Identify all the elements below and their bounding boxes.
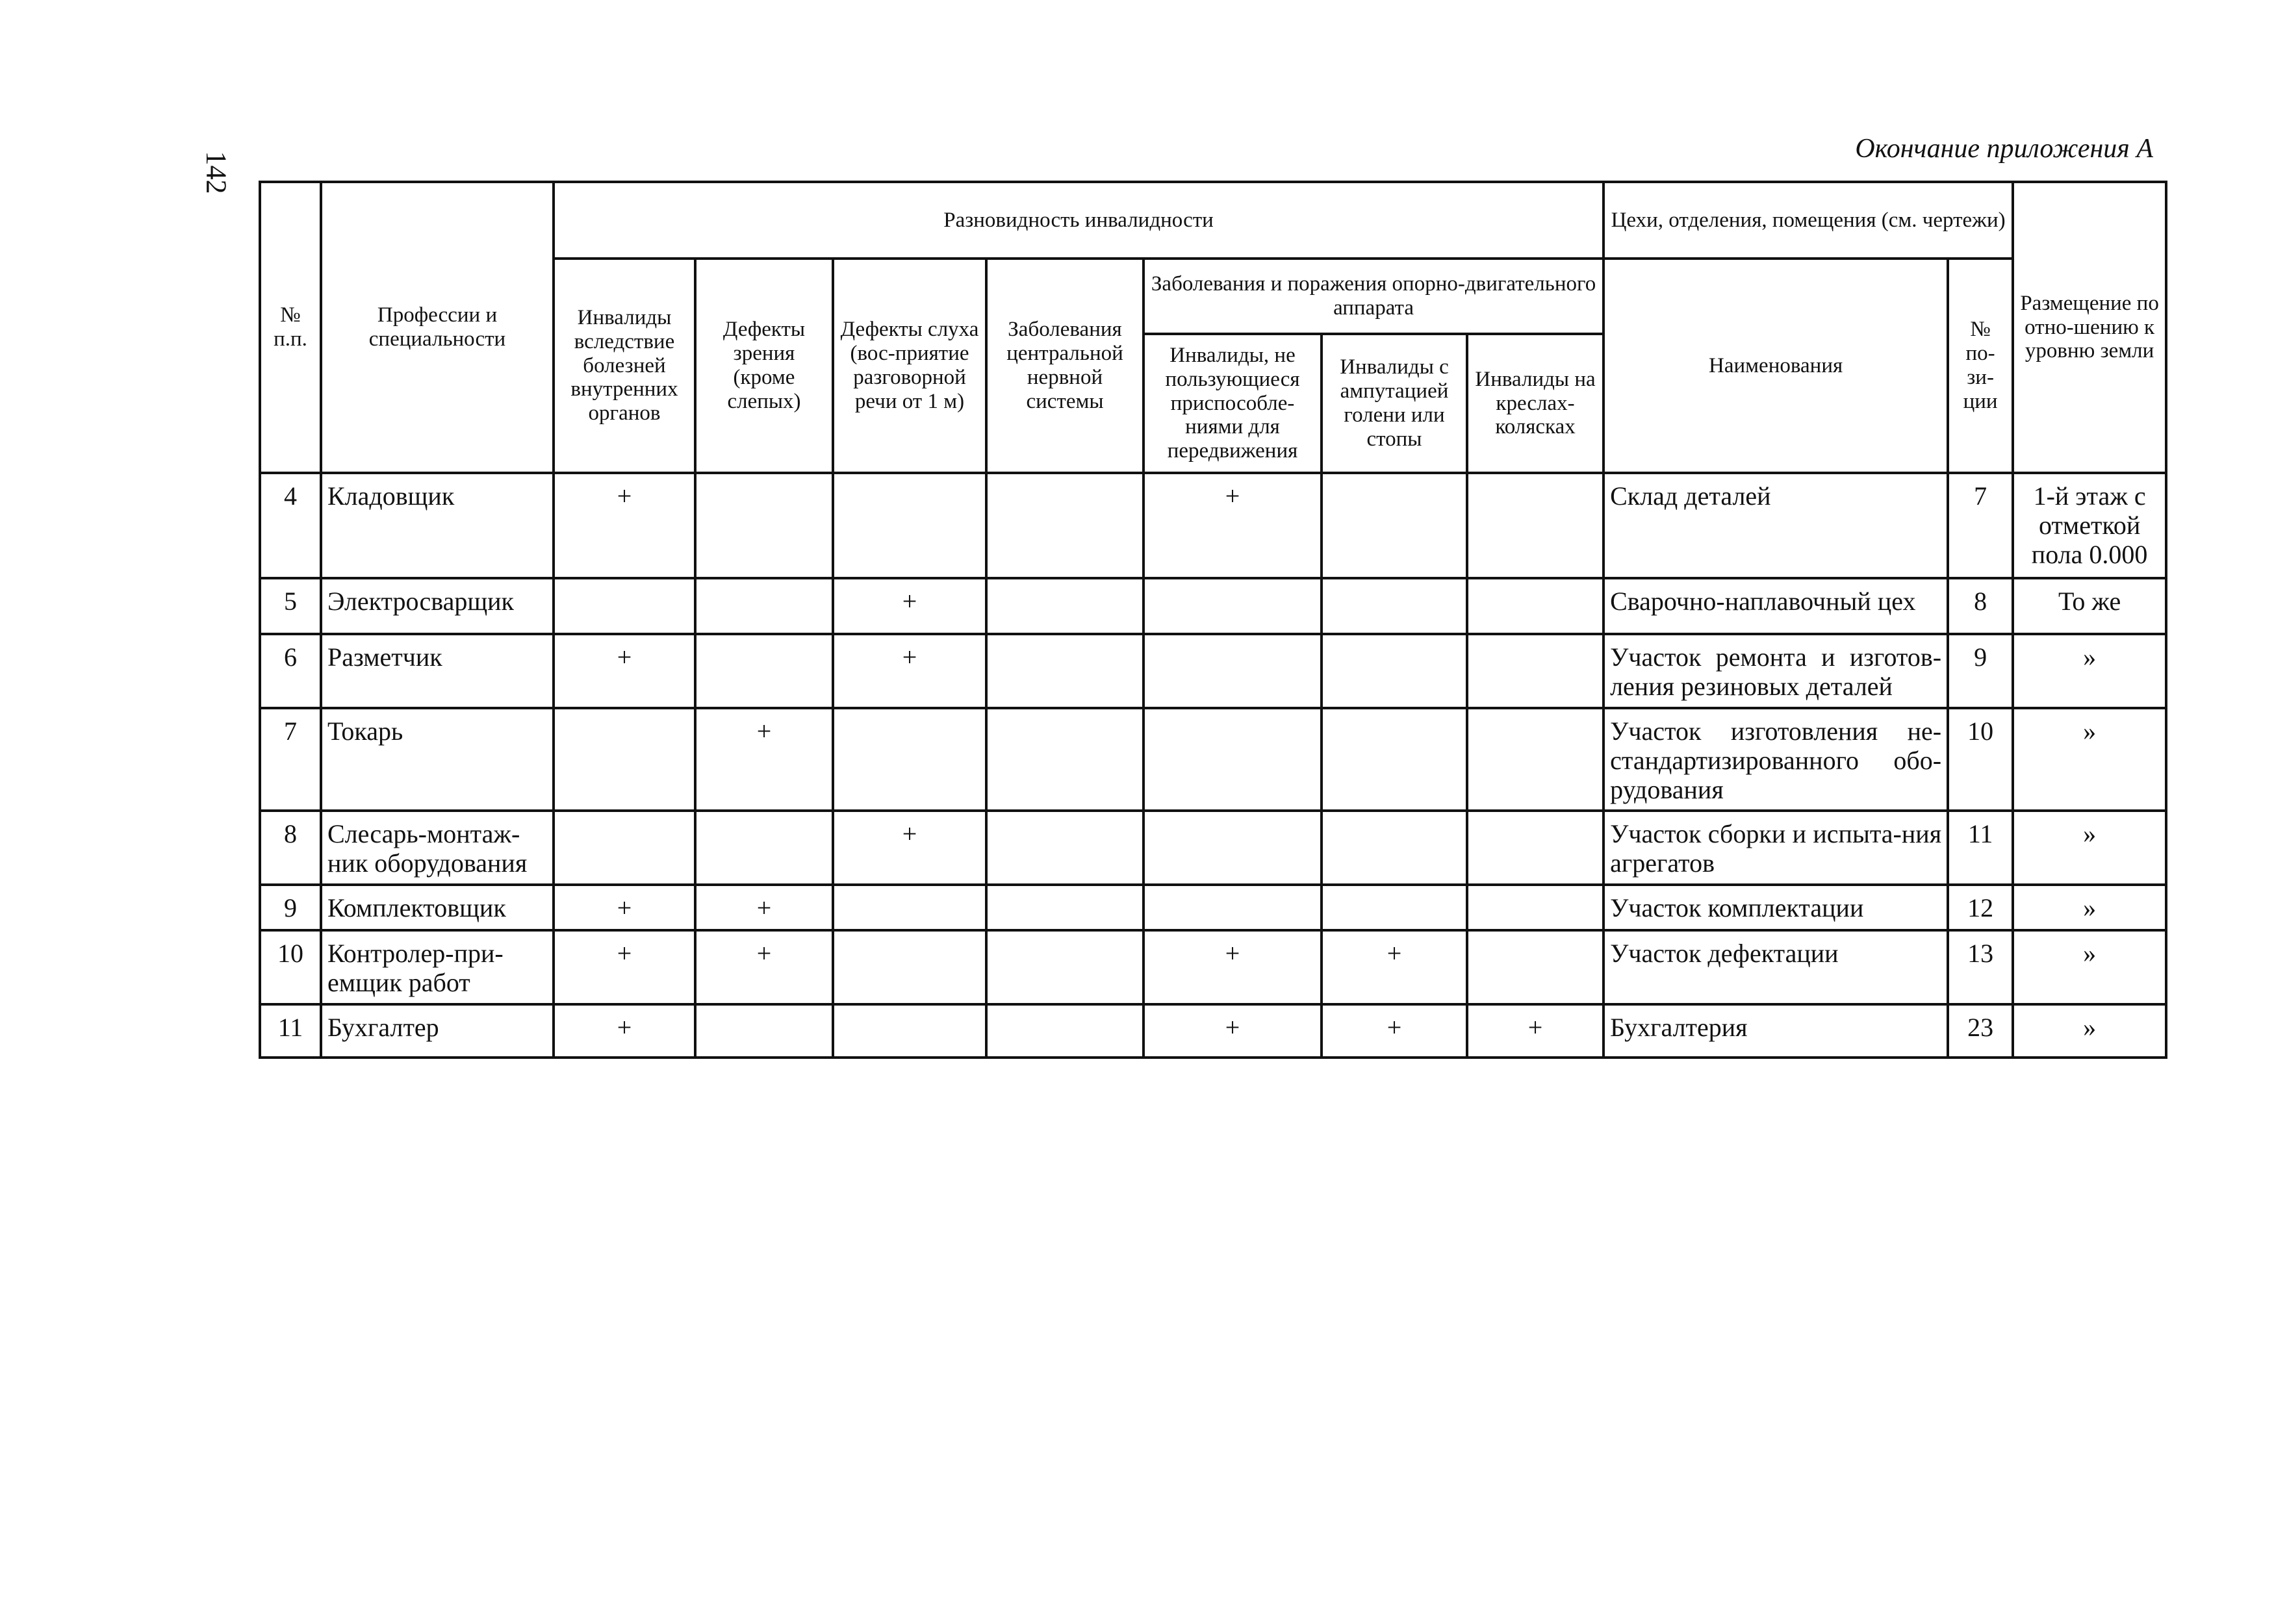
table-row	[260, 473, 2166, 578]
table-row	[260, 1004, 2166, 1058]
row-placement: »	[2013, 634, 2166, 708]
row-amputation-mark	[1322, 885, 1467, 930]
header-disability-type: Разновидность инвалидности	[554, 182, 1603, 259]
row-wheelchair-mark	[1467, 634, 1603, 708]
row-amputation-mark	[1322, 634, 1467, 708]
row-no-aids-mark	[1144, 708, 1322, 811]
row-internal-mark	[554, 811, 695, 885]
row-shop: Участок комплектации	[1603, 885, 1948, 930]
row-cns-mark	[986, 930, 1144, 1004]
header-position: № по-зи-ции	[1948, 259, 2013, 473]
table-row	[260, 930, 2166, 1004]
row-placement: То же	[2013, 578, 2166, 634]
row-wheelchair-mark	[1467, 578, 1603, 634]
row-hearing-mark: +	[833, 578, 986, 634]
row-wheelchair-mark	[1467, 708, 1603, 811]
row-vision-mark	[695, 473, 833, 578]
row-hearing-mark	[833, 1004, 986, 1058]
header-shops: Цехи, отделения, помещения (см. чертежи)	[1603, 182, 2013, 259]
row-wheelchair-mark: +	[1467, 1004, 1603, 1058]
row-profession: Кладовщик	[321, 473, 554, 578]
header-cns: Заболевания центральной нервной системы	[986, 259, 1144, 473]
row-no-aids-mark	[1144, 578, 1322, 634]
row-num: 5	[260, 578, 321, 634]
row-hearing-mark	[833, 930, 986, 1004]
row-vision-mark: +	[695, 708, 833, 811]
row-profession: Контролер-при-емщик работ	[321, 930, 554, 1004]
row-amputation-mark	[1322, 578, 1467, 634]
row-hearing-mark: +	[833, 811, 986, 885]
table-row	[260, 811, 2166, 885]
row-profession: Слесарь-монтаж-ник оборудования	[321, 811, 554, 885]
disability-professions-table	[259, 181, 2167, 1059]
row-internal-mark	[554, 578, 695, 634]
row-no-aids-mark: +	[1144, 1004, 1322, 1058]
row-internal-mark: +	[554, 1004, 695, 1058]
row-vision-mark	[695, 811, 833, 885]
row-vision-mark: +	[695, 885, 833, 930]
header-vision: Дефекты зрения (кроме слепых)	[695, 259, 833, 473]
row-cns-mark	[986, 473, 1144, 578]
header-amputation: Инвалиды с ампутацией голени или стопы	[1322, 334, 1467, 473]
row-wheelchair-mark	[1467, 473, 1603, 578]
row-shop: Бухгалтерия	[1603, 1004, 1948, 1058]
row-num: 6	[260, 634, 321, 708]
row-internal-mark: +	[554, 473, 695, 578]
row-position: 8	[1948, 578, 2013, 634]
row-position: 7	[1948, 473, 2013, 578]
row-profession: Электросварщик	[321, 578, 554, 634]
row-num: 9	[260, 885, 321, 930]
row-position: 12	[1948, 885, 2013, 930]
row-amputation-mark	[1322, 708, 1467, 811]
row-wheelchair-mark	[1467, 811, 1603, 885]
row-shop: Сварочно-наплавочный цех	[1603, 578, 1948, 634]
row-num: 4	[260, 473, 321, 578]
row-shop: Участок сборки и испыта-ния агрегатов	[1603, 811, 1948, 885]
row-position: 10	[1948, 708, 2013, 811]
header-internal-organs: Инвалиды вследствие болезней внутренних органов	[554, 259, 695, 473]
row-position: 9	[1948, 634, 2013, 708]
row-hearing-mark	[833, 885, 986, 930]
table-row	[260, 885, 2166, 930]
row-profession: Бухгалтер	[321, 1004, 554, 1058]
row-placement: »	[2013, 885, 2166, 930]
row-no-aids-mark	[1144, 811, 1322, 885]
header-profession: Профессии и специальности	[321, 182, 554, 473]
row-wheelchair-mark	[1467, 930, 1603, 1004]
row-num: 11	[260, 1004, 321, 1058]
row-cns-mark	[986, 708, 1144, 811]
table-row	[260, 578, 2166, 634]
row-placement: »	[2013, 1004, 2166, 1058]
row-cns-mark	[986, 578, 1144, 634]
row-hearing-mark	[833, 708, 986, 811]
row-vision-mark	[695, 578, 833, 634]
header-hearing: Дефекты слуха (вос-приятие разговорной речи от 1 м)	[833, 259, 986, 473]
row-profession: Разметчик	[321, 634, 554, 708]
row-vision-mark: +	[695, 930, 833, 1004]
header-wheelchair: Инвалиды на креслах-колясках	[1467, 334, 1603, 473]
header-placement: Размещение по отно-шению к уровню земли	[2013, 182, 2166, 473]
row-wheelchair-mark	[1467, 885, 1603, 930]
row-placement: »	[2013, 811, 2166, 885]
row-shop: Участок изготовления не-стандартизированного обо-рудования	[1603, 708, 1948, 811]
row-shop: Участок ремонта и изготов-ления резиновых деталей	[1603, 634, 1948, 708]
row-placement: 1-й этаж с отметкой пола 0.000	[2013, 473, 2166, 578]
row-no-aids-mark: +	[1144, 930, 1322, 1004]
appendix-caption: Окончание приложения А	[1855, 134, 2153, 164]
row-amputation-mark: +	[1322, 930, 1467, 1004]
row-no-aids-mark	[1144, 885, 1322, 930]
page-number: 142	[200, 151, 233, 194]
row-profession: Токарь	[321, 708, 554, 811]
table-row	[260, 708, 2166, 811]
row-no-aids-mark	[1144, 634, 1322, 708]
row-shop: Склад деталей	[1603, 473, 1948, 578]
row-num: 7	[260, 708, 321, 811]
header-shop-names: Наименования	[1603, 259, 1948, 473]
header-musculoskeletal: Заболевания и поражения опорно-двигательного аппарата	[1144, 259, 1603, 334]
row-cns-mark	[986, 811, 1144, 885]
row-amputation-mark: +	[1322, 1004, 1467, 1058]
header-num: № п.п.	[260, 182, 321, 473]
row-position: 23	[1948, 1004, 2013, 1058]
row-amputation-mark	[1322, 811, 1467, 885]
row-position: 13	[1948, 930, 2013, 1004]
header-no-aids: Инвалиды, не пользующиеся приспособле-ниями для передвижения	[1144, 334, 1322, 473]
row-position: 11	[1948, 811, 2013, 885]
row-cns-mark	[986, 885, 1144, 930]
row-profession: Комплектовщик	[321, 885, 554, 930]
row-amputation-mark	[1322, 473, 1467, 578]
row-no-aids-mark: +	[1144, 473, 1322, 578]
row-internal-mark: +	[554, 634, 695, 708]
row-internal-mark: +	[554, 930, 695, 1004]
row-hearing-mark: +	[833, 634, 986, 708]
row-cns-mark	[986, 634, 1144, 708]
row-placement: »	[2013, 708, 2166, 811]
row-num: 10	[260, 930, 321, 1004]
row-internal-mark	[554, 708, 695, 811]
row-cns-mark	[986, 1004, 1144, 1058]
row-vision-mark	[695, 634, 833, 708]
table-row	[260, 634, 2166, 708]
row-shop: Участок дефектации	[1603, 930, 1948, 1004]
row-num: 8	[260, 811, 321, 885]
row-internal-mark: +	[554, 885, 695, 930]
row-hearing-mark	[833, 473, 986, 578]
row-placement: »	[2013, 930, 2166, 1004]
row-vision-mark	[695, 1004, 833, 1058]
